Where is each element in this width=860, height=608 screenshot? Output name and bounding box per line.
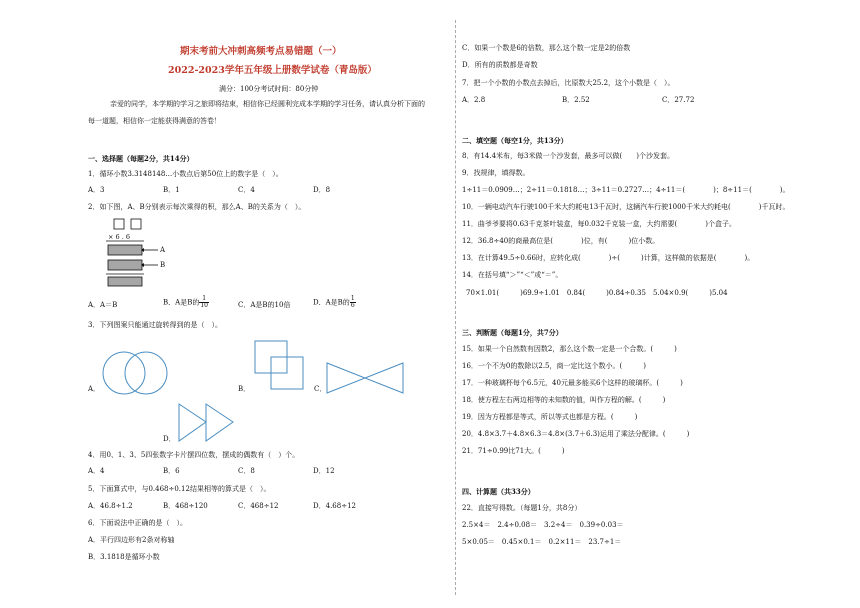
q3-label-d: D． [163, 435, 176, 443]
intro-line-1: 亲爱的同学，本学期的学习之旅即将结束，相信你已经圆利完成本学期的学习任务，请认真分析下面的 [110, 100, 425, 108]
q22-row-2: 5×0.05＝ 0.45×0.1＝ 0.2×11＝ 23.7÷1＝ [462, 538, 622, 546]
q1-option-a: A．3 [88, 186, 105, 194]
q6-option-d: D．所有的质数都是奇数 [462, 61, 538, 69]
q1-text: 1．循环小数3.3148148…小数点后第50位上的数字是（ ）。 [88, 170, 283, 178]
q3-shape-c [326, 361, 404, 395]
fraction-denominator: 10 [200, 302, 208, 309]
product-bar-b [108, 260, 142, 270]
q9-pattern: 1÷11＝0.0909…；2÷11＝0.1818…；3÷11＝0.2727…；4÷11＝( )；8÷11＝( )。 [462, 186, 790, 194]
q1-option-b: B．1 [163, 186, 180, 194]
q1-option-d: D．8 [313, 186, 331, 194]
q4-option-d: D．12 [313, 467, 335, 475]
q2-option-b [163, 296, 209, 309]
q2-label-b: B [160, 261, 166, 269]
q1-option-c: C．4 [238, 186, 255, 194]
q3-text: 3．下列图案只能通过旋转得到的是（ ）。 [88, 321, 222, 329]
q7-option-a: A．2.8 [462, 96, 486, 104]
q3-label-b: B． [238, 385, 251, 393]
q22-row-1: 2.5×4＝ 2.4÷0.08＝ 3.2÷4＝ 0.39÷0.03＝ [462, 521, 624, 529]
q2-option-b-text: B．A是B的 [163, 298, 200, 307]
q7-option-c: C．27.72 [662, 96, 695, 104]
exam-title: 期末考前大冲刺高频考点易错题（一） [180, 46, 342, 57]
q2-times-label: × 6 . 6 [108, 233, 130, 241]
q2-option-d-text: D．A是B的 [313, 298, 350, 307]
q22-text: 22．直接写得数。（每题1分，共8分） [462, 504, 582, 512]
q12-text: 12．36.8÷40的商最高位是( )位，有( )位小数。 [462, 237, 660, 245]
q13-text: 13．在计算49.5÷0.66时，应转化成( )÷( )计算，这样做的依据是( )。 [462, 254, 755, 262]
fraction-1-10 [199, 296, 209, 309]
q16-text: 16．一个不为0的数除以2.5，商一定比这个数小。( ) [462, 362, 646, 370]
q2-text: 2．如下图，A、B分别表示每次乘得的积，那么A、B的关系为（ ）。 [88, 203, 306, 211]
q10-text: 10．一辆电动汽车行驶100千米大约耗电13千瓦时，这辆汽车行驶1000千米大约耗电( )千瓦时。 [462, 203, 790, 211]
section-fill-title: 二、填空题（每空1分，共13分） [462, 136, 568, 145]
fraction-numerator: 1 [350, 295, 355, 302]
q21-text: 21．71÷0.99比71大。( ) [462, 447, 565, 455]
q6-text: 6．下面说法中正确的是（ ）。 [88, 519, 187, 527]
q9-text: 9．找规律，填得数。 [462, 169, 530, 177]
q6-option-c: C．如果一个数是6的倍数，那么这个数一定是2的倍数 [462, 44, 631, 52]
q5-text: 5．下面算式中，与0.468÷0.12结果相等的算式是（ ）。 [88, 485, 271, 493]
q3-shape-d [178, 403, 238, 443]
q14-text: 14．在括号填“＞”“＜”或“＝”。 [462, 271, 563, 279]
fraction-1-6 [350, 296, 356, 309]
q18-text: 18．使方程左右两边相等的未知数的值，叫作方程的解。( ) [462, 396, 666, 404]
q2-option-c: C．A是B的10倍 [238, 301, 291, 309]
q2-figure [106, 218, 186, 288]
q17-text: 17．一种玻璃杯每个6.5元，40元最多能买6个这样的玻璃杯。( ) [462, 379, 683, 387]
section-judge-title: 三、判断题（每题1分，共7分） [462, 328, 563, 337]
section-choice-title: 一、选择题（每题2分，共14分） [88, 154, 194, 163]
column-divider [455, 20, 456, 595]
exam-meta: 满分：100分考试时间：80分钟 [219, 85, 319, 93]
q15-text: 15．如果一个自然数有因数2，那么这个数一定是一个合数。( ) [462, 345, 677, 353]
fraction-numerator: 1 [199, 296, 209, 303]
q6-option-a: A．平行四边形有2条对称轴 [88, 536, 175, 544]
q5-option-b: B．468÷120 [163, 502, 208, 510]
q3-label-a: A． [88, 385, 101, 393]
fraction-denominator: 6 [350, 302, 355, 309]
q4-text: 4．用0、1、3、5四张数字卡片摆四位数，摆成的偶数有（ ）个。 [88, 451, 300, 459]
digit-box-2 [131, 219, 141, 229]
q19-text: 19．因为方程都是等式，所以等式也都是方程。( ) [462, 413, 638, 421]
q14-compare: 70×1.01( )69.9÷1.01 0.84( )0.84÷0.35 5.04×0.9( )5.04 [466, 289, 728, 297]
q8-text: 8．有14.4米布，每3米做一个沙发套，最多可以做( )个沙发套。 [462, 152, 674, 160]
q6-option-b: B．3.1818是循环小数 [88, 553, 160, 561]
q20-text: 20．4.8×3.7＋4.8×6.3＝4.8×(3.7＋6.3)运用了乘法分配律。( ) [462, 430, 690, 438]
exam-subtitle: 2022-2023学年五年级上册数学试卷（青岛版） [168, 65, 377, 76]
q3-shape-b [254, 340, 308, 394]
q5-option-d: D．4.68÷12 [313, 502, 356, 510]
q7-option-b: B．2.52 [562, 96, 590, 104]
q4-option-b: B．6 [163, 467, 180, 475]
q2-option-a: A．A＝B [88, 301, 118, 309]
q5-option-a: A．46.8÷1.2 [88, 502, 133, 510]
q3-shape-a [102, 350, 168, 396]
q11-text: 11．曲爷爷要将0.63千克茶叶装盒，每0.032千克装一盒，大约需要( )个盒子。 [462, 220, 736, 228]
section-calc-title: 四、计算题（共33分） [462, 487, 535, 496]
product-bar-a [108, 245, 142, 255]
intro-line-2: 每一道题，相信你一定能获得满意的答卷！ [88, 117, 221, 125]
q2-label-a: A [160, 246, 166, 254]
digit-box-1 [114, 219, 124, 229]
q2-option-d [313, 296, 356, 309]
q7-text: 7．把一个小数的小数点去掉后，比原数大25.2，这个小数是（ ）。 [462, 79, 675, 87]
q4-option-c: C．8 [238, 467, 255, 475]
result-bar [108, 277, 142, 286]
q5-option-c: C．468÷12 [238, 502, 279, 510]
q3-label-c: C． [314, 385, 327, 393]
q4-option-a: A．4 [88, 467, 105, 475]
